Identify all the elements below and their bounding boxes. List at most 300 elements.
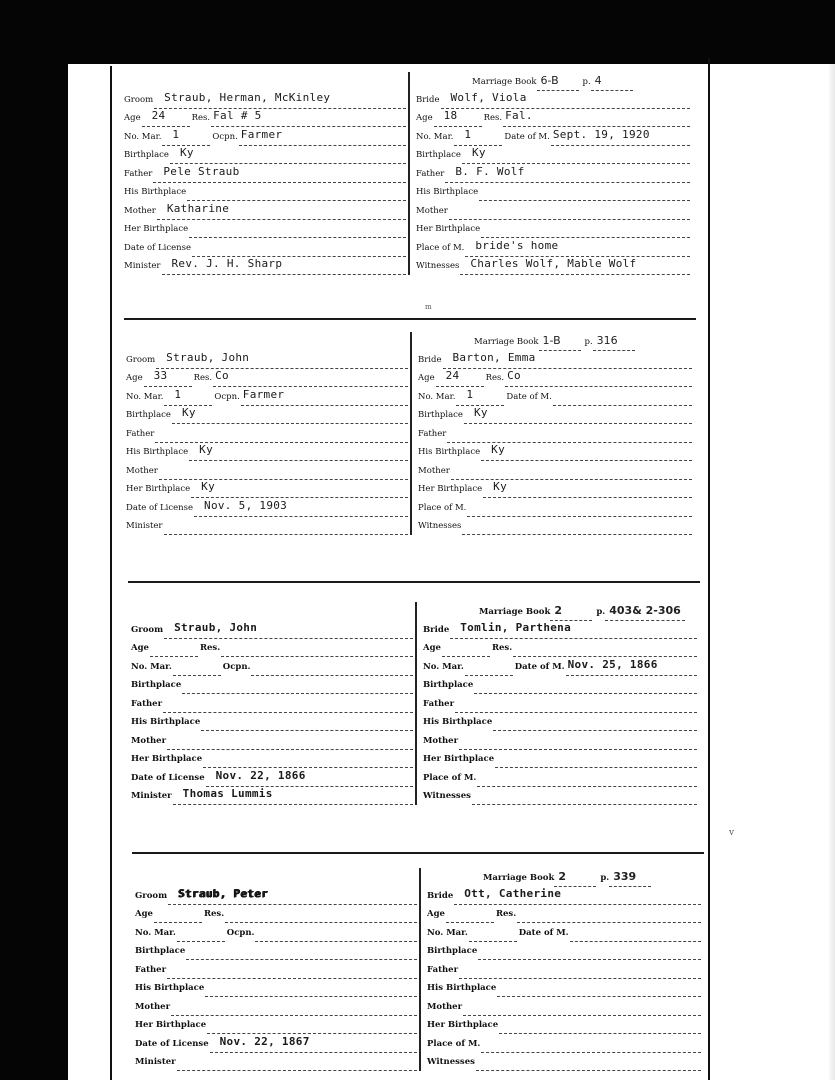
groom-occupation-field	[251, 663, 413, 676]
groom-field	[135, 886, 417, 905]
field-value: Nov. 5, 1903	[204, 498, 288, 512]
field-label: His Birthplace	[416, 187, 479, 197]
field-label: No. Mar.	[126, 391, 164, 402]
groom-birthplace-field	[124, 146, 406, 165]
field-label: Birthplace	[427, 946, 478, 956]
groom-father-birthplace-field	[131, 713, 413, 732]
field-line	[144, 369, 192, 387]
field-label: Groom	[135, 890, 168, 901]
witnesses-field	[423, 787, 697, 806]
marriage-record-card	[124, 72, 696, 272]
field-line	[464, 406, 692, 424]
field-label: Her Birthplace	[427, 1020, 499, 1030]
field-line	[442, 644, 490, 657]
witnesses-field	[416, 257, 690, 276]
groom-field	[131, 620, 413, 639]
bride-mother-birthplace-field	[427, 1016, 701, 1035]
field-value: Pele Straub	[163, 164, 240, 178]
field-label: Her Birthplace	[416, 224, 481, 234]
field-label: Date of M.	[504, 131, 550, 142]
marriage-book-value: 1-B	[539, 332, 581, 351]
field-label: Age	[135, 909, 153, 919]
record-separator	[132, 852, 704, 854]
date-of-license-field	[135, 1034, 417, 1053]
field-line	[173, 787, 413, 805]
field-label: Her Birthplace	[423, 754, 495, 764]
bride-res-field	[505, 369, 692, 387]
field-label: Birthplace	[423, 680, 474, 690]
field-label: Age	[418, 373, 435, 383]
field-label: Date of M.	[514, 661, 565, 672]
minister-field	[124, 257, 406, 276]
marriage-book-value: 2	[554, 868, 596, 887]
bride-birthplace-field	[423, 676, 697, 695]
marriage-book-label: Marriage Book	[474, 337, 539, 347]
bride-mother-birthplace-field	[423, 750, 697, 769]
groom-birthplace-field	[135, 942, 417, 961]
field-value: Sept. 19, 1920	[552, 127, 650, 141]
groom-father-field	[124, 164, 406, 183]
bride-father-field	[423, 694, 697, 713]
field-label: His Birthplace	[427, 983, 497, 993]
field-label: Date of M.	[506, 391, 552, 402]
field-label: Her Birthplace	[126, 484, 191, 494]
field-line	[434, 109, 482, 127]
field-value: Wolf, Viola	[450, 90, 527, 104]
field-label: Father	[418, 428, 447, 439]
marriage-book-line	[418, 332, 692, 350]
field-label: Date of License	[126, 502, 194, 513]
field-value: Straub, Herman, McKinley	[164, 90, 331, 104]
field-value: Nov. 22, 1866	[215, 768, 306, 782]
groom-mother-field	[126, 461, 408, 480]
field-line	[142, 109, 190, 127]
field-line	[462, 522, 692, 535]
field-label: Her Birthplace	[418, 484, 483, 494]
field-value: 24	[445, 369, 460, 382]
field-label: Father	[124, 168, 153, 179]
field-value: Straub, John	[166, 350, 250, 364]
field-line	[449, 207, 690, 220]
field-label: Res.	[485, 373, 505, 383]
field-value: Nov. 25, 1866	[567, 657, 658, 671]
field-label: Res.	[495, 909, 517, 919]
page-label: p.	[584, 337, 593, 347]
field-label: Mother	[131, 735, 167, 746]
field-line	[154, 910, 202, 923]
field-label: Date of M.	[518, 927, 569, 938]
field-value: 24	[151, 109, 166, 122]
field-line	[477, 774, 697, 787]
field-label: Mother	[416, 205, 448, 216]
field-label: Birthplace	[131, 680, 182, 690]
date-of-license-field	[126, 498, 408, 517]
field-label: No. Mar.	[416, 131, 454, 142]
field-label: Witnesses	[418, 521, 462, 531]
field-value: 1	[466, 387, 474, 401]
field-value: Katharine	[166, 201, 230, 215]
field-value: Ky	[473, 406, 488, 419]
bride-field	[427, 886, 701, 905]
bride-age-field	[427, 905, 701, 924]
groom-mother-field	[131, 731, 413, 750]
groom-mother-birthplace-field	[126, 480, 408, 499]
groom-age-field	[131, 639, 413, 658]
field-line	[164, 522, 409, 535]
bride-father-field	[427, 960, 701, 979]
field-label: Birthplace	[418, 410, 463, 420]
field-value: 1	[172, 127, 180, 141]
field-value: Nov. 22, 1867	[219, 1034, 310, 1048]
bride-birthplace-field	[427, 942, 701, 961]
bride-res-field	[517, 910, 701, 923]
field-line	[469, 929, 517, 942]
marriage-record-card	[135, 868, 705, 1068]
groom-res-field	[221, 644, 413, 657]
field-line	[497, 984, 701, 997]
field-label: Groom	[126, 354, 156, 365]
field-label: Father	[135, 964, 167, 975]
date-of-marriage-field	[566, 657, 697, 676]
field-line	[455, 700, 697, 713]
field-line	[483, 480, 692, 498]
stray-mark: m	[425, 303, 432, 311]
field-line	[445, 164, 690, 183]
field-label: Ocpn.	[214, 391, 240, 402]
bride-father-birthplace-field	[418, 443, 692, 462]
minister-field	[131, 787, 413, 806]
field-value: Ky	[491, 443, 505, 456]
field-value: Ky	[201, 480, 216, 493]
groom-occupation-field	[241, 387, 408, 406]
field-label: Ocpn.	[222, 661, 251, 672]
groom-no-mar-field	[126, 387, 408, 406]
field-label: Minister	[124, 261, 161, 271]
field-line	[481, 443, 692, 461]
field-value: Fal.	[505, 109, 533, 122]
place-of-marriage-field	[423, 768, 697, 787]
field-line	[450, 620, 697, 639]
field-label: Age	[126, 373, 143, 383]
field-label: Father	[427, 964, 459, 975]
field-label: Her Birthplace	[124, 224, 189, 234]
field-line	[171, 1003, 417, 1016]
bride-father-field	[416, 164, 690, 183]
groom-column	[126, 350, 408, 535]
field-line	[459, 966, 701, 979]
field-line	[478, 947, 701, 960]
bride-column	[410, 332, 692, 535]
card-right-border	[708, 58, 710, 1080]
groom-mother-field	[135, 997, 417, 1016]
field-label: Groom	[131, 624, 164, 635]
groom-mother-birthplace-field	[124, 220, 406, 239]
field-label: No. Mar.	[423, 661, 464, 672]
bride-father-birthplace-field	[427, 979, 701, 998]
page-value: 339	[609, 868, 651, 887]
minister-field	[126, 517, 408, 536]
field-label: Res.	[191, 113, 211, 123]
page-label: p.	[600, 873, 610, 883]
field-value: Farmer	[242, 387, 285, 401]
field-label: Bride	[418, 354, 442, 365]
field-label: No. Mar.	[427, 927, 468, 938]
field-label: Place of M.	[416, 242, 465, 253]
field-label: Bride	[423, 624, 450, 635]
marriage-book-line	[416, 72, 690, 90]
field-line	[201, 718, 413, 731]
field-label: Res.	[483, 113, 503, 123]
groom-occupation-field	[255, 929, 417, 942]
date-of-marriage-field	[570, 929, 701, 942]
date-of-marriage-field	[551, 127, 690, 146]
groom-no-mar-field	[135, 923, 417, 942]
groom-column	[124, 90, 406, 275]
field-line	[186, 947, 417, 960]
marriage-book-label: Marriage Book	[483, 873, 555, 883]
field-value: B. F. Wolf	[455, 164, 525, 178]
minister-field	[135, 1053, 417, 1072]
field-line	[210, 1034, 417, 1053]
bride-father-birthplace-field	[423, 713, 697, 732]
field-line	[436, 369, 484, 387]
bride-father-birthplace-field	[416, 183, 690, 202]
field-value: Tomlin, Parthena	[460, 620, 572, 634]
marriage-book-line	[423, 602, 697, 620]
groom-mother-field	[124, 201, 406, 220]
field-line	[474, 681, 697, 694]
field-label: Age	[131, 643, 149, 653]
field-label: Res.	[203, 909, 225, 919]
bride-mother-birthplace-field	[416, 220, 690, 239]
field-line	[472, 792, 697, 805]
field-value: Straub, Peter	[178, 886, 269, 900]
field-label: Place of M.	[418, 502, 467, 513]
field-line	[159, 467, 408, 480]
field-label: Father	[423, 698, 455, 709]
field-label: Birthplace	[126, 410, 171, 420]
bride-age-field	[416, 109, 690, 128]
groom-mother-birthplace-field	[131, 750, 413, 769]
groom-column	[131, 620, 413, 805]
field-value: 33	[153, 369, 168, 382]
place-of-marriage-field	[427, 1034, 701, 1053]
field-label: Mother	[124, 205, 156, 216]
bride-no-mar-field	[427, 923, 701, 942]
page-label: p.	[596, 607, 606, 617]
bride-no-mar-field	[423, 657, 697, 676]
bride-age-field	[418, 369, 692, 388]
field-label: Res.	[199, 643, 221, 653]
bride-field	[416, 90, 690, 109]
field-value: Straub, John	[174, 620, 258, 634]
field-label: Bride	[416, 94, 440, 105]
groom-field	[126, 350, 408, 369]
field-line	[189, 443, 408, 461]
bride-no-mar-field	[416, 127, 690, 146]
field-label: Age	[423, 643, 441, 653]
field-value: Fal # 5	[213, 109, 262, 122]
groom-father-birthplace-field	[126, 443, 408, 462]
field-line	[459, 737, 697, 750]
bride-column	[415, 602, 697, 805]
date-of-license-field	[124, 238, 406, 257]
field-label: Her Birthplace	[135, 1020, 207, 1030]
field-value: Farmer	[240, 127, 283, 141]
field-label: Birthplace	[124, 150, 169, 160]
field-line	[194, 498, 408, 517]
field-label: Res.	[193, 373, 213, 383]
field-label: Place of M.	[427, 1038, 481, 1049]
field-label: Date of License	[131, 772, 205, 783]
groom-father-field	[126, 424, 408, 443]
groom-no-mar-field	[124, 127, 406, 146]
groom-occupation-field	[239, 127, 406, 146]
field-label: Minister	[135, 1057, 176, 1067]
field-line	[163, 700, 413, 713]
field-label: Witnesses	[423, 791, 471, 801]
field-line	[476, 1058, 701, 1071]
bride-mother-birthplace-field	[418, 480, 692, 499]
field-value: 1	[174, 387, 182, 401]
field-label: Father	[126, 428, 155, 439]
field-value: Ky	[493, 480, 508, 493]
field-line	[162, 257, 407, 275]
bride-birthplace-field	[418, 406, 692, 425]
field-value: Charles Wolf, Mable Wolf	[470, 257, 637, 270]
field-label: Her Birthplace	[131, 754, 203, 764]
field-line	[164, 620, 413, 639]
field-line	[167, 737, 413, 750]
bride-no-mar-field	[418, 387, 692, 406]
card-left-border	[110, 66, 112, 1080]
groom-no-mar-field	[131, 657, 413, 676]
field-label: Mother	[135, 1001, 171, 1012]
field-line	[154, 90, 406, 109]
field-label: Age	[427, 909, 445, 919]
field-label: Father	[131, 698, 163, 709]
date-of-marriage-field	[553, 393, 692, 406]
bride-birthplace-field	[416, 146, 690, 165]
field-line	[173, 663, 221, 676]
groom-column	[135, 886, 417, 1071]
field-label: Age	[416, 113, 433, 123]
field-label: Witnesses	[427, 1057, 475, 1067]
field-label: Date of License	[124, 242, 192, 253]
marriage-book-label: Marriage Book	[472, 77, 537, 87]
bride-mother-field	[423, 731, 697, 750]
field-label: His Birthplace	[418, 447, 481, 457]
field-line	[454, 886, 701, 905]
field-line	[493, 718, 697, 731]
bride-column	[419, 868, 701, 1071]
field-value: Co	[215, 369, 229, 382]
field-line	[150, 644, 198, 657]
field-label: No. Mar.	[135, 927, 176, 938]
bride-father-field	[418, 424, 692, 443]
field-line	[156, 350, 408, 369]
field-label: No. Mar.	[418, 391, 456, 402]
field-label: Father	[416, 168, 445, 179]
field-line	[495, 755, 697, 768]
field-value: Thomas Lummis	[182, 787, 273, 800]
field-line	[465, 663, 513, 676]
field-line	[460, 257, 690, 275]
marriage-book-value: 6-B	[537, 72, 579, 91]
field-label: Mother	[126, 465, 158, 476]
field-line	[177, 929, 225, 942]
field-label: His Birthplace	[124, 187, 187, 197]
field-label: Groom	[124, 94, 154, 105]
field-line	[451, 467, 692, 480]
field-label: Age	[124, 113, 141, 123]
groom-age-field	[135, 905, 417, 924]
field-line	[177, 1058, 417, 1071]
marriage-record-card	[126, 332, 702, 532]
field-label: Witnesses	[416, 261, 460, 271]
field-line	[189, 225, 406, 238]
page-value: 4	[591, 72, 633, 91]
groom-res-field	[225, 910, 417, 923]
bride-mother-field	[427, 997, 701, 1016]
field-line	[172, 406, 408, 424]
groom-birthplace-field	[126, 406, 408, 425]
place-of-marriage-field	[418, 498, 692, 517]
field-line	[155, 430, 408, 443]
field-line	[481, 1040, 701, 1053]
field-label: Date of License	[135, 1038, 209, 1049]
field-label: His Birthplace	[135, 983, 205, 993]
marriage-book-line	[427, 868, 701, 886]
field-value: Ky	[471, 146, 486, 159]
field-value: 18	[443, 109, 458, 122]
field-line	[479, 188, 690, 201]
bride-mother-field	[418, 461, 692, 480]
date-of-license-field	[131, 768, 413, 787]
field-line	[446, 910, 494, 923]
field-label: Birthplace	[135, 946, 186, 956]
page-value: 403& 2-306	[605, 602, 685, 621]
groom-father-birthplace-field	[124, 183, 406, 202]
groom-age-field	[124, 109, 406, 128]
marriage-record-card	[131, 602, 705, 802]
record-separator	[124, 318, 696, 320]
groom-mother-birthplace-field	[135, 1016, 417, 1035]
record-separator	[128, 581, 700, 583]
marriage-book-value: 2	[550, 602, 592, 621]
field-label: Minister	[131, 791, 172, 801]
field-line	[499, 1021, 701, 1034]
groom-father-field	[131, 694, 413, 713]
field-label: His Birthplace	[126, 447, 189, 457]
field-value: 1	[464, 127, 472, 141]
field-value: Rev. J. H. Sharp	[171, 257, 283, 270]
field-label: Mother	[427, 1001, 463, 1012]
witnesses-field	[418, 517, 692, 536]
field-line	[467, 504, 692, 517]
field-line	[443, 350, 693, 369]
witnesses-field	[427, 1053, 701, 1072]
margin-check-mark: v	[729, 828, 735, 838]
field-value: Ky	[199, 443, 213, 456]
field-label: No. Mar.	[124, 131, 162, 142]
field-line	[167, 966, 417, 979]
page-edge	[829, 64, 835, 1080]
field-label: Ocpn.	[226, 927, 255, 938]
field-value: bride's home	[475, 238, 559, 252]
page-value: 316	[593, 332, 635, 351]
field-label: Ocpn.	[212, 131, 238, 142]
